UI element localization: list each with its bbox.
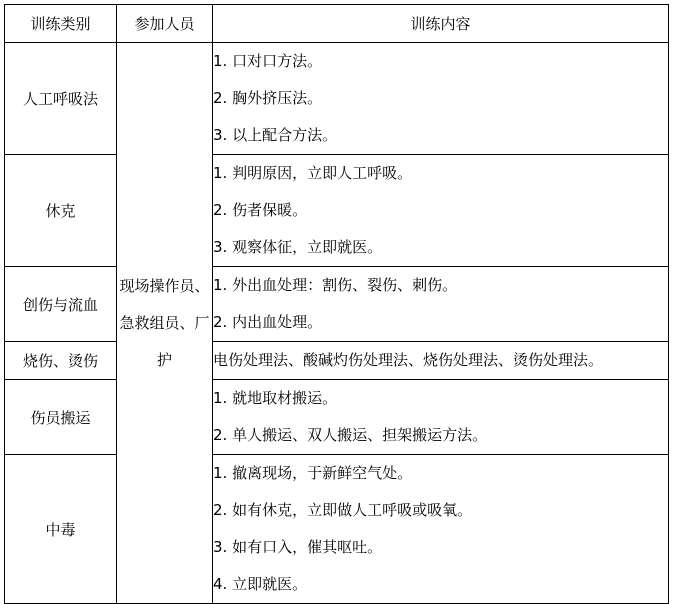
content-item: 3. 以上配合方法。 [213,126,338,144]
content-cell [213,455,669,604]
category-cell [5,43,117,155]
category-label: 中毒 [45,520,76,539]
category-label: 烧伤、烫伤 [22,352,98,370]
content-item: 1. 就地取材搬运。 [213,389,338,407]
table-row [5,455,669,604]
content-item: 1. 外出血处理：割伤、裂伤、刺伤。 [213,276,458,294]
content-item: 2. 如有休克，立即做人工呼吸或吸氧。 [213,501,473,519]
category-label: 伤员搬运 [30,408,91,427]
header-category: 训练类别 [5,5,117,43]
training-table [4,4,669,604]
category-cell [5,267,117,342]
content-item: 3. 如有口入，催其呕吐。 [213,538,383,556]
participants-text: 现场操作员、急救组员、厂护 [119,276,210,369]
category-cell [5,380,117,455]
category-cell [5,155,117,267]
participants-cell [117,43,213,604]
category-label: 休克 [45,202,76,220]
category-label: 创伤与流血 [22,295,98,314]
content-cell [213,155,669,267]
category-cell [5,342,117,380]
content-item: 2. 单人搬运、双人搬运、担架搬运方法。 [213,426,488,444]
header-participants: 参加人员 [117,5,213,43]
table-row [5,43,669,155]
table-row [5,267,669,342]
content-item: 2. 内出血处理。 [213,313,323,331]
content-cell [213,43,669,155]
content-item: 电伤处理法、酸碱灼伤处理法、烧伤处理法、烫伤处理法。 [213,351,604,369]
content-cell [213,267,669,342]
category-label: 人工呼吸法 [22,90,98,108]
table-row [5,155,669,267]
content-item: 2. 伤者保暖。 [213,201,308,219]
content-item: 4. 立即就医。 [213,575,308,593]
content-cell [213,342,669,380]
content-item: 1. 撤离现场，于新鲜空气处。 [213,464,413,482]
table-row [5,380,669,455]
table-row [5,342,669,380]
content-item: 2. 胸外挤压法。 [213,89,323,107]
category-cell [5,455,117,604]
content-item: 1. 判明原因，立即人工呼吸。 [213,164,413,182]
header-row [5,5,669,43]
content-item: 3. 观察体征，立即就医。 [213,238,383,256]
header-content: 训练内容 [213,5,669,43]
content-item: 1. 口对口方法。 [213,52,323,70]
content-cell [213,380,669,455]
